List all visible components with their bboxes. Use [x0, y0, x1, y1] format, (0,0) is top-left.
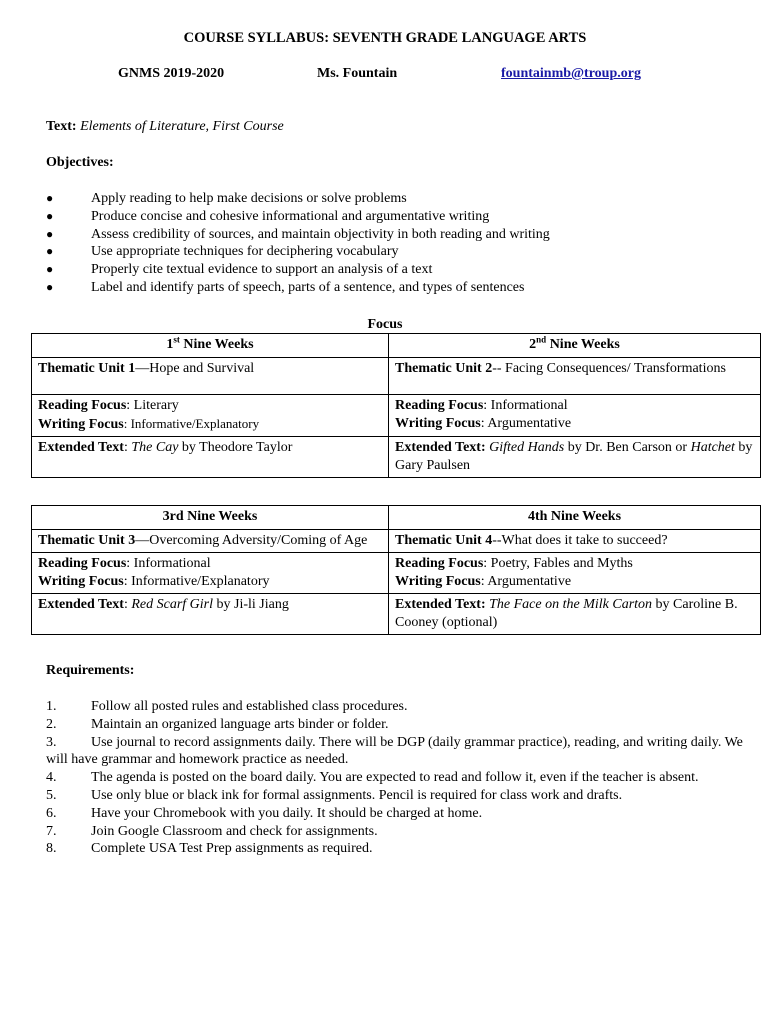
list-item: ● Assess credibility of sources, and maintain objectivity in both reading and writing — [46, 226, 550, 242]
teacher-email-link[interactable]: fountainmb@troup.org — [501, 66, 641, 81]
bullet-icon: ● — [46, 208, 54, 223]
list-item: 2. Maintain an organized language arts binder or folder. — [46, 716, 389, 732]
textbook-line — [46, 119, 284, 135]
list-item: 8. Complete USA Test Prep assignments as required. — [46, 841, 373, 857]
page-title: COURSE SYLLABUS: SEVENTH GRADE LANGUAGE ARTS — [183, 30, 587, 46]
textbook-title: Elements of Literature, First Course — [80, 119, 284, 134]
teacher-name: Ms. Fountain — [317, 66, 398, 81]
q4-heading: 4th Nine Weeks — [389, 506, 761, 530]
q2-heading: 2nd Nine Weeks — [389, 334, 761, 358]
focus-table-semester-2 — [31, 505, 761, 635]
list-item: ● Produce concise and cohesive informational and argumentative writing — [46, 208, 490, 224]
list-item: ● Use appropriate techniques for deciphering vocabulary — [46, 244, 399, 260]
q1-focus: Reading Focus: Literary Writing Focus: Informative/Explanatory — [32, 395, 389, 437]
textbook-label: Text: — [46, 119, 77, 134]
q1-unit: Thematic Unit 1—Hope and Survival — [32, 358, 389, 395]
objectives-heading: Objectives: — [46, 155, 114, 170]
list-item: 5. Use only blue or black ink for formal assignments. Pencil is required for class work and drafts. — [46, 787, 623, 803]
school-year: GNMS 2019-2020 — [118, 66, 225, 81]
list-item: ● Apply reading to help make decisions or solve problems — [46, 191, 407, 206]
q1-extended-text: Extended Text: The Cay by Theodore Taylor — [32, 437, 389, 478]
q4-unit: Thematic Unit 4--What does it take to succeed? — [389, 530, 761, 553]
bullet-icon: ● — [46, 191, 54, 205]
list-item: ● Properly cite textual evidence to support an analysis of a text — [46, 262, 433, 278]
q4-focus: Reading Focus: Poetry, Fables and Myths Writing Focus: Argumentative — [389, 553, 761, 594]
q2-focus: Reading Focus: Informational Writing Focus: Argumentative — [389, 395, 761, 437]
q1-heading: 1st Nine Weeks — [32, 334, 389, 358]
bullet-icon: ● — [46, 226, 54, 241]
q2-extended-text: Extended Text: Gifted Hands by Dr. Ben Carson or Hatchet by Gary Paulsen — [389, 437, 761, 478]
list-item: 6. Have your Chromebook with you daily. It should be charged at home. — [46, 805, 483, 821]
objectives-list — [46, 190, 550, 297]
bullet-icon: ● — [46, 244, 54, 259]
list-item: 1. Follow all posted rules and established class procedures. — [46, 699, 408, 714]
focus-table-semester-1 — [31, 333, 761, 478]
q3-heading: 3rd Nine Weeks — [32, 506, 389, 530]
list-item: 7. Join Google Classroom and check for assignments. — [46, 823, 378, 839]
list-item: ● Label and identify parts of speech, parts of a sentence, and types of sentences — [46, 279, 525, 295]
q3-focus: Reading Focus: Informational Writing Focus: Informative/Explanatory — [32, 553, 389, 594]
list-item: 4. The agenda is posted on the board daily. You are expected to read and follow it, even if the teacher is absent. — [46, 770, 699, 786]
q3-unit: Thematic Unit 3—Overcoming Adversity/Coming of Age — [32, 530, 389, 553]
q4-extended-text: Extended Text: The Face on the Milk Carton by Caroline B. Cooney (optional) — [389, 594, 761, 635]
focus-heading: Focus — [367, 317, 403, 332]
q2-unit: Thematic Unit 2-- Facing Consequences/ Transformations — [389, 358, 761, 395]
requirements-heading: Requirements: — [46, 663, 135, 678]
q3-extended-text: Extended Text: Red Scarf Girl by Ji-li Jiang — [32, 594, 389, 635]
requirements-list — [46, 698, 746, 858]
list-item: 3. Use journal to record assignments daily. There will be DGP (daily grammar practice), reading, and writing daily. We will have grammar and homework practice as needed. — [46, 734, 743, 768]
bullet-icon: ● — [46, 262, 54, 277]
bullet-icon: ● — [46, 279, 54, 294]
